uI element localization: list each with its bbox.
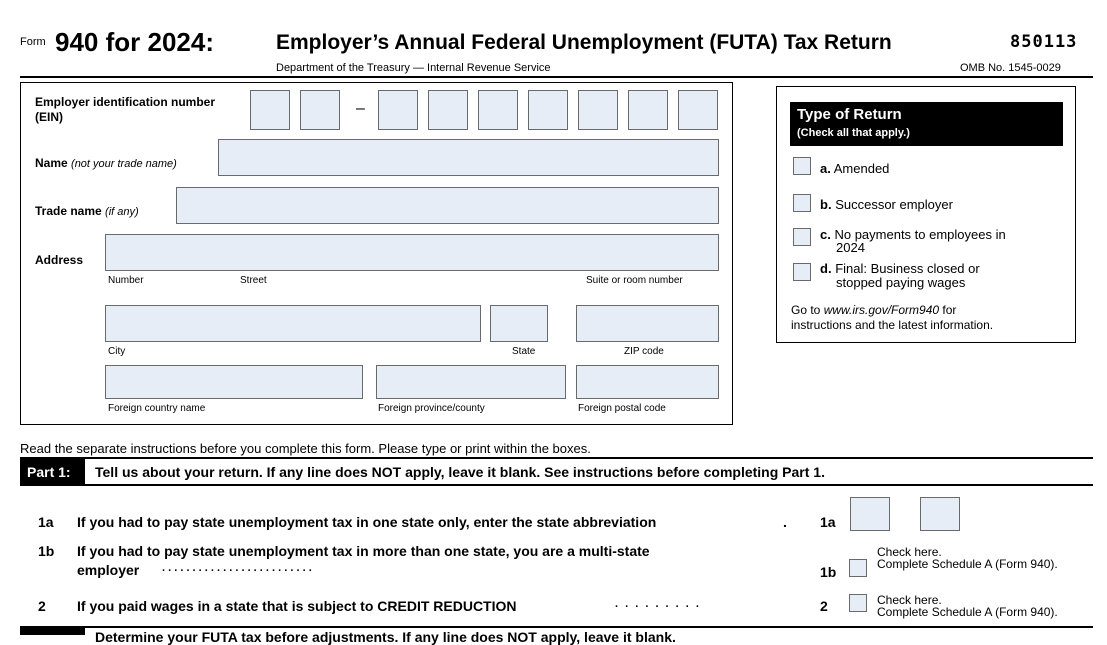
- instructions-line: Read the separate instructions before you complete this form. Please type or print within the boxes.: [20, 441, 591, 456]
- state-input[interactable]: [490, 305, 548, 342]
- line-1b-schedule-a: Complete Schedule A (Form 940).: [877, 557, 1058, 571]
- foreign-postal-input[interactable]: [576, 365, 719, 399]
- zip-caption: ZIP code: [624, 346, 664, 357]
- line-2-check-note: [877, 594, 1058, 618]
- line-1b-check-here: Check here.: [877, 545, 942, 559]
- final-text: Final: Business closed or: [835, 261, 980, 276]
- part1-top-rule: [20, 457, 1093, 459]
- ein-digit-2[interactable]: [300, 90, 340, 130]
- irs-form-link[interactable]: www.irs.gov/Form940: [823, 303, 940, 317]
- line-2-number: 2: [38, 598, 46, 614]
- goto-line-2: instructions and the latest information.: [791, 318, 994, 332]
- part2-label-bg: [20, 628, 85, 635]
- amended-checkbox[interactable]: [793, 157, 811, 175]
- part2-top-rule: [20, 626, 1093, 628]
- final-return-checkbox[interactable]: [793, 263, 811, 281]
- line-2-leader-dots: . . . . . . . . .: [615, 598, 701, 610]
- ein-digit-6[interactable]: [528, 90, 568, 130]
- state-abbrev-box-1[interactable]: [850, 497, 890, 531]
- name-label: Name: [35, 156, 68, 170]
- amended-text: Amended: [833, 161, 890, 176]
- no-payments-text: No payments to employees in: [834, 227, 1006, 242]
- ein-digit-5[interactable]: [478, 90, 518, 130]
- line-2-ref: 2: [820, 598, 828, 614]
- successor-employer-checkbox[interactable]: [793, 194, 811, 212]
- form-number-title: 940 for 2024:: [55, 27, 214, 57]
- ein-dash: –: [356, 100, 365, 117]
- goto-suffix: for: [939, 303, 957, 317]
- type-of-return-title: Type of Return: [797, 106, 902, 123]
- no-payments-text-2: 2024: [836, 240, 865, 255]
- final-return-label: [820, 262, 980, 290]
- line-1b-text: If you had to pay state unemployment tax in more than one state, you are a multi-state: [77, 543, 650, 559]
- street-address-input[interactable]: [105, 234, 719, 271]
- name-hint: (not your trade name): [71, 158, 177, 170]
- final-letter: d.: [820, 261, 832, 276]
- trade-name-label-row: [35, 204, 139, 218]
- zip-input[interactable]: [576, 305, 719, 342]
- no-payments-label: [820, 228, 1006, 254]
- final-text-2: stopped paying wages: [836, 275, 966, 290]
- ein-digit-7[interactable]: [578, 90, 618, 130]
- header-rule: [20, 76, 1093, 78]
- suite-caption: Suite or room number: [586, 275, 683, 286]
- trade-name-hint: (if any): [105, 206, 139, 218]
- goto-prefix: Go to: [791, 303, 824, 317]
- successor-employer-label: [820, 197, 953, 212]
- ein-digit-9[interactable]: [678, 90, 718, 130]
- state-caption: State: [512, 346, 536, 357]
- credit-reduction-checkbox[interactable]: [849, 594, 867, 612]
- trade-name-label: Trade name: [35, 204, 102, 218]
- line-2-check-here: Check here.: [877, 593, 942, 607]
- line-1a-number: 1a: [38, 514, 54, 530]
- foreign-province-input[interactable]: [376, 365, 566, 399]
- line-1b-text-2: employer: [77, 562, 140, 578]
- city-caption: City: [108, 346, 126, 357]
- ein-digit-3[interactable]: [378, 90, 418, 130]
- state-abbrev-box-2[interactable]: [920, 497, 960, 531]
- amended-letter: a.: [820, 161, 831, 176]
- line-1b-leader-dots: . . . . . . . . . . . . . . . . . . . . . . . . .: [162, 562, 312, 574]
- successor-text: Successor employer: [835, 197, 953, 212]
- part1-title: Tell us about your return. If any line does NOT apply, leave it blank. See instructions before completing Part 1.: [95, 464, 825, 480]
- department-line: Department of the Treasury — Internal Revenue Service: [276, 62, 551, 74]
- foreign-country-caption: Foreign country name: [108, 403, 206, 414]
- omb-number: OMB No. 1545-0029: [960, 62, 1061, 74]
- foreign-postal-caption: Foreign postal code: [578, 403, 666, 414]
- foreign-province-caption: Foreign province/county: [378, 403, 485, 414]
- address-label: Address: [35, 253, 84, 267]
- name-input[interactable]: [218, 139, 719, 176]
- line-1a-text: If you had to pay state unemployment tax in one state only, enter the state abbreviation: [77, 514, 657, 530]
- irs-website-note: [791, 303, 993, 333]
- ein-digit-8[interactable]: [628, 90, 668, 130]
- street-caption: Street: [240, 275, 267, 286]
- line-1a-dot: .: [783, 514, 787, 530]
- line-1b-ref: 1b: [820, 564, 837, 580]
- number-caption: Number: [108, 275, 144, 286]
- line-1b-number: 1b: [38, 543, 55, 559]
- foreign-country-input[interactable]: [105, 365, 363, 399]
- line-1b-check-note: [877, 546, 1058, 570]
- line-2-text: If you paid wages in a state that is subject to CREDIT REDUCTION: [77, 598, 517, 614]
- form-code: 850113: [1010, 32, 1078, 52]
- form-main-title: Employer’s Annual Federal Unemployment (FUTA) Tax Return: [276, 31, 892, 54]
- trade-name-input[interactable]: [176, 187, 719, 224]
- no-payments-letter: c.: [820, 227, 831, 242]
- amended-label: [820, 161, 889, 176]
- name-label-row: [35, 156, 177, 170]
- multi-state-checkbox[interactable]: [849, 559, 867, 577]
- no-payments-checkbox[interactable]: [793, 228, 811, 246]
- part1-bottom-rule: [20, 484, 1093, 486]
- type-of-return-subtitle: (Check all that apply.): [797, 127, 910, 139]
- city-input[interactable]: [105, 305, 481, 342]
- ein-digit-1[interactable]: [250, 90, 290, 130]
- form-word: Form: [20, 36, 46, 48]
- part1-label: Part 1:: [27, 464, 71, 480]
- part2-title-partial: Determine your FUTA tax before adjustments. If any line does NOT apply, leave it blank.: [95, 629, 676, 645]
- ein-digit-4[interactable]: [428, 90, 468, 130]
- ein-abbr: (EIN): [35, 110, 63, 124]
- ein-label: Employer identification number: [35, 95, 216, 109]
- line-2-schedule-a: Complete Schedule A (Form 940).: [877, 605, 1058, 619]
- line-1a-ref: 1a: [820, 514, 836, 530]
- successor-letter: b.: [820, 197, 832, 212]
